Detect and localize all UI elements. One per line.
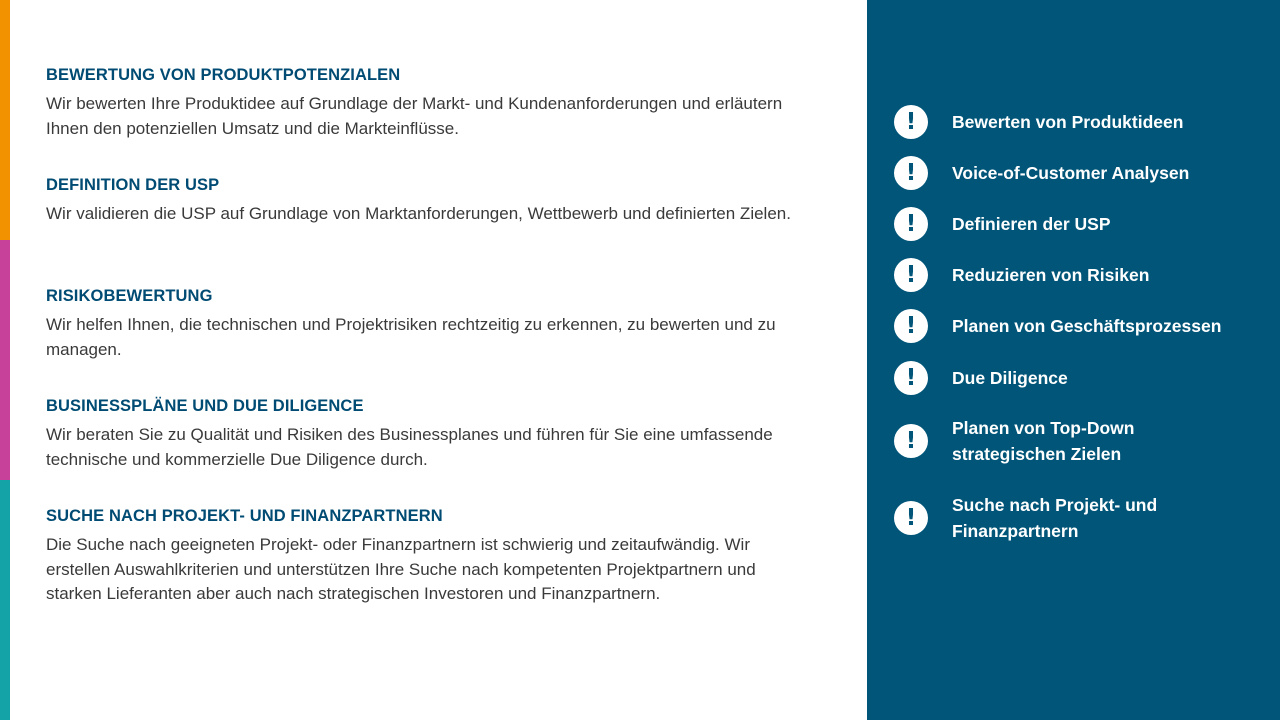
feature-item — [894, 105, 1264, 139]
section-risikobewertung — [46, 285, 806, 362]
section-text: Wir beraten Sie zu Qualität und Risiken des Businessplanes und führen für Sie eine umfassende technische und kommerzielle Due Diligence durch. — [46, 425, 773, 469]
feature-sidebar — [867, 0, 1280, 720]
section-text: Wir helfen Ihnen, die technischen und Projektrisiken rechtzeitig zu erkennen, zu bewerten und zu managen. — [46, 315, 776, 359]
section-title: RISIKOBEWERTUNG — [46, 287, 213, 305]
feature-item — [894, 361, 1264, 395]
feature-label: Planen von Geschäftsprozessen — [952, 316, 1222, 336]
exclamation-icon: ! — [894, 361, 928, 395]
accent-bar-magenta — [0, 240, 10, 480]
exclamation-icon: ! — [894, 207, 928, 241]
exclamation-icon: ! — [894, 309, 928, 343]
feature-label: Due Diligence — [952, 368, 1068, 388]
section-title: SUCHE NACH PROJEKT- UND FINANZPARTNERN — [46, 507, 443, 525]
feature-label: Voice-of-Customer Analysen — [952, 163, 1190, 183]
section-text: Die Suche nach geeigneten Projekt- oder Finanzpartnern ist schwierig und zeitaufwändig. Wir erstellen Auswahlkriterien und unterstützen Ihre Suche nach kompetenten Projektpartnern und starken Lieferanten aber auch nach strategischen Investoren und Finanzpartnern. — [46, 535, 756, 603]
feature-label: Definieren der USP — [952, 214, 1111, 234]
feature-label: Bewerten von Produktideen — [952, 112, 1184, 132]
section-title: DEFINITION DER USP — [46, 176, 220, 194]
section-title: BUSINESSPLÄNE UND DUE DILIGENCE — [46, 397, 364, 415]
section-produktpotenziale — [46, 64, 806, 141]
exclamation-icon: ! — [894, 258, 928, 292]
feature-item — [894, 258, 1264, 292]
feature-item — [894, 156, 1264, 190]
feature-label: Suche nach Projekt- und Finanzpartnern — [952, 495, 1158, 541]
section-partnersuche — [46, 505, 806, 607]
section-usp — [46, 174, 806, 227]
section-text: Wir validieren die USP auf Grundlage von Marktanforderungen, Wettbewerb und definierten Zielen. — [46, 204, 791, 223]
section-businessplaene — [46, 395, 806, 472]
accent-bar-orange — [0, 0, 10, 240]
exclamation-icon: ! — [894, 424, 928, 458]
feature-label: Planen von Top-Down strategischen Zielen — [952, 418, 1135, 464]
feature-label: Reduzieren von Risiken — [952, 265, 1150, 285]
feature-item — [894, 207, 1264, 241]
exclamation-icon: ! — [894, 501, 928, 535]
accent-bar-teal — [0, 480, 10, 720]
feature-item — [894, 309, 1264, 343]
exclamation-icon: ! — [894, 156, 928, 190]
section-text: Wir bewerten Ihre Produktidee auf Grundlage der Markt- und Kundenanforderungen und erläutern Ihnen den potenziellen Umsatz und die Markteinflüsse. — [46, 94, 783, 138]
exclamation-icon: ! — [894, 105, 928, 139]
feature-item — [894, 492, 1264, 544]
section-title: BEWERTUNG VON PRODUKTPOTENZIALEN — [46, 66, 401, 84]
feature-item — [894, 415, 1264, 467]
